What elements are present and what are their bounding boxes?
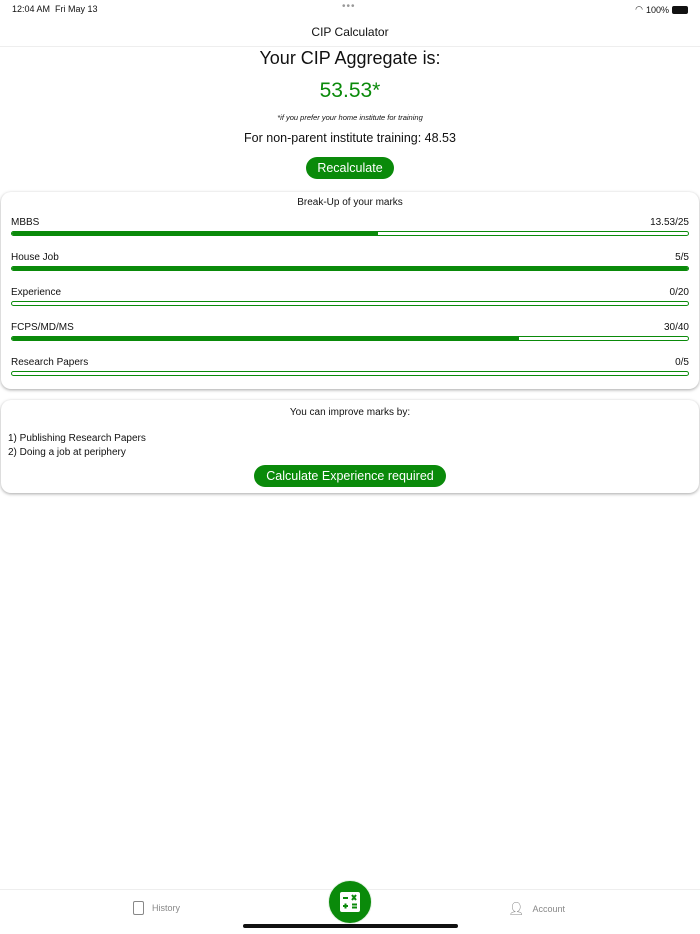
breakup-value: 30/40: [663, 322, 689, 333]
wifi-icon: ◠: [635, 4, 643, 14]
breakup-title: Break-Up of your marks: [297, 197, 403, 208]
progress-bar: [11, 336, 689, 341]
aggregate-value: 53.53*: [319, 79, 381, 102]
breakup-label: House Job: [11, 252, 59, 263]
home-indicator: [243, 924, 458, 928]
non-parent-score: For non-parent institute training: 48.53: [244, 131, 456, 145]
breakup-card: [1, 192, 699, 389]
improve-title: You can improve marks by:: [289, 407, 411, 418]
tab-history[interactable]: History: [133, 901, 180, 915]
battery-icon: [672, 6, 688, 14]
chart-document-icon: [133, 901, 144, 915]
aggregate-heading: Your CIP Aggregate is:: [259, 48, 441, 68]
improve-card: [1, 400, 699, 493]
multitasking-dots[interactable]: •••: [342, 1, 356, 12]
progress-fill: [12, 232, 378, 235]
calculator-icon: [340, 892, 360, 912]
breakup-label: FCPS/MD/MS: [11, 322, 74, 333]
breakup-label: MBBS: [11, 217, 40, 228]
tip-item: 2) Doing a job at periphery: [8, 447, 126, 458]
calculate-experience-button[interactable]: Calculate Experience required: [254, 465, 445, 487]
progress-fill: [12, 337, 519, 340]
progress-bar: [11, 231, 689, 236]
progress-fill: [12, 267, 688, 270]
progress-bar: [11, 266, 689, 271]
breakup-label: Experience: [11, 287, 62, 298]
tip-item: 1) Publishing Research Papers: [8, 433, 146, 444]
breakup-value: 5/5: [675, 252, 689, 263]
recalculate-button[interactable]: Recalculate: [306, 157, 393, 179]
status-right: ◠ 100%: [635, 4, 688, 15]
breakup-value: 13.53/25: [650, 217, 689, 228]
progress-bar: [11, 301, 689, 306]
person-icon: 👤︎: [508, 901, 525, 916]
aggregate-note: *if you prefer your home institute for training: [277, 113, 423, 122]
breakup-value: 0/5: [675, 357, 689, 368]
page-title: CIP Calculator: [311, 25, 389, 39]
status-bar: [0, 0, 700, 18]
tab-account[interactable]: 👤︎ Account: [508, 901, 566, 916]
progress-bar: [11, 371, 689, 376]
nav-bar: [0, 18, 700, 47]
breakup-label: Research Papers: [11, 357, 89, 368]
calculator-tab-button[interactable]: [328, 880, 372, 924]
status-time: 12:04 AM Fri May 13: [12, 4, 98, 14]
breakup-value: 0/20: [669, 287, 689, 298]
